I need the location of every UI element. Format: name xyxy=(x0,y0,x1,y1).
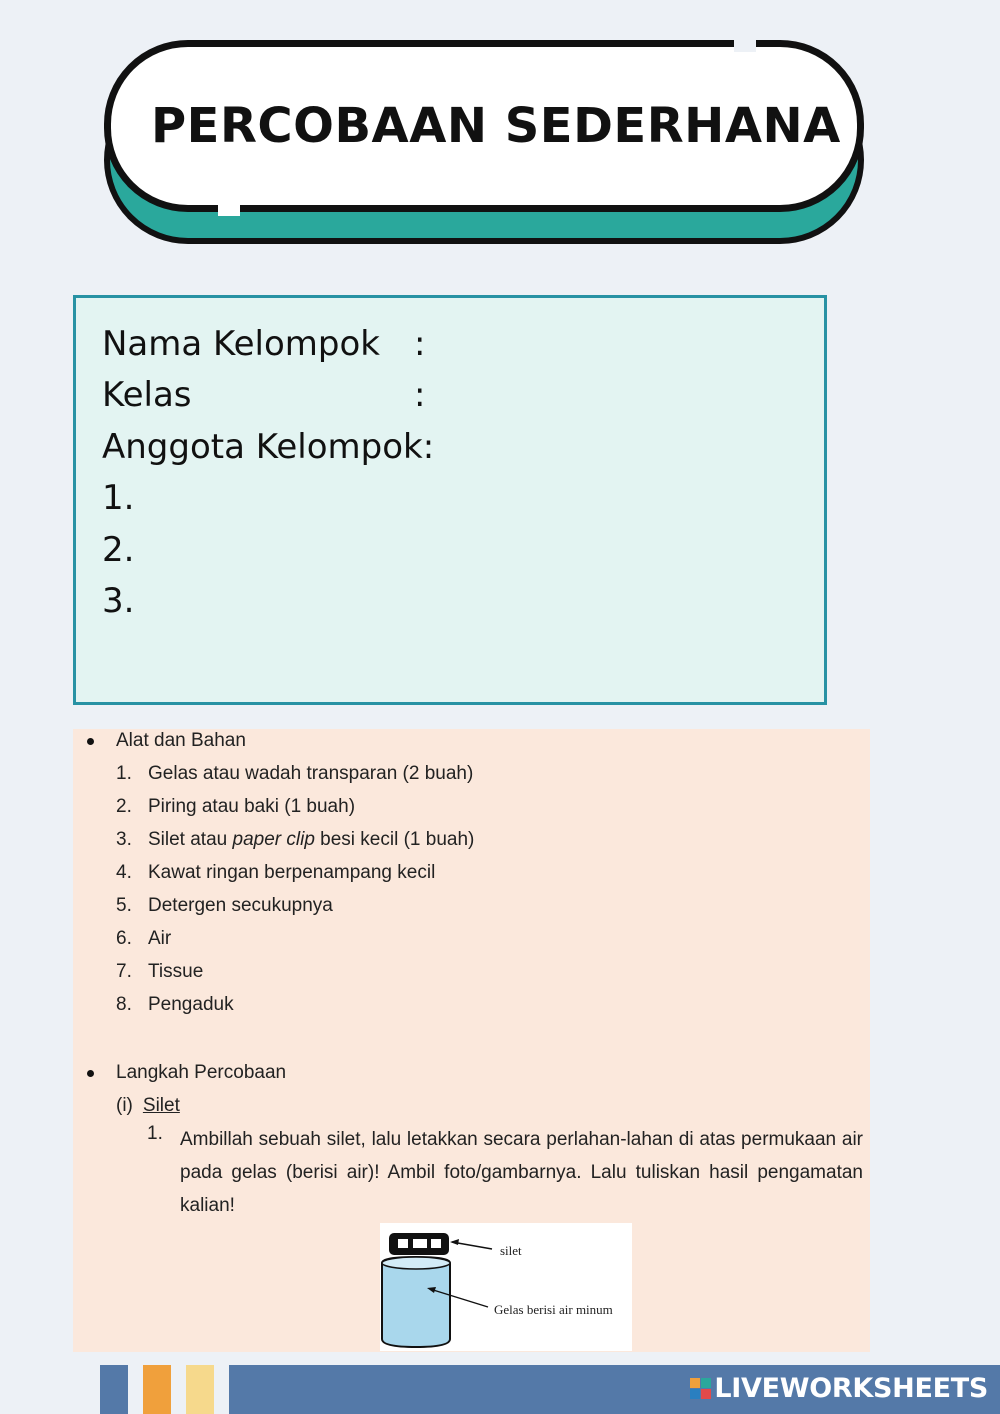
page-title: PERCOBAAN SEDERHANA xyxy=(151,98,841,154)
list-item-text: Detergen secukupnya xyxy=(148,895,333,916)
step-instruction: Ambillah sebuah silet, lalu letakkan secara perlahan-lahan di atas permukaan air pada gelas (berisi air)! Ambil foto/gambarnya. Lalu tuliskan hasil pengamatan kalian! xyxy=(180,1129,863,1216)
member-number: 2. xyxy=(102,529,135,570)
list-item xyxy=(116,858,435,888)
glass-icon xyxy=(382,1257,450,1347)
list-item xyxy=(116,957,203,987)
footer-bar xyxy=(0,1365,1000,1414)
title-outline-gap xyxy=(734,36,756,52)
bullet-icon xyxy=(87,738,94,745)
list-item-number: 6. xyxy=(116,928,132,949)
list-item xyxy=(116,891,333,921)
footer-stripe-orange xyxy=(143,1365,171,1414)
list-item-text: Tissue xyxy=(148,961,204,982)
glass-label: Gelas berisi air minum xyxy=(494,1302,613,1317)
step-subsection xyxy=(116,1091,180,1121)
member-number: 1. xyxy=(102,478,135,519)
list-item-text-part: Silet atau xyxy=(148,829,233,850)
title-badge-pill xyxy=(104,40,864,212)
list-item-text: Pengaduk xyxy=(148,994,234,1015)
experiment-figure xyxy=(380,1223,632,1351)
liveworksheets-brand[interactable] xyxy=(690,1373,988,1404)
list-item-number: 8. xyxy=(116,994,132,1015)
class-colon: : xyxy=(414,375,426,416)
class-label: Kelas xyxy=(102,375,192,416)
list-item-text xyxy=(148,829,474,851)
liveworksheets-logo-icon xyxy=(690,1378,711,1399)
members-row xyxy=(102,421,824,473)
list-item-text: Piring atau baki (1 buah) xyxy=(148,796,356,817)
list-item-text-part: besi kecil (1 buah) xyxy=(314,829,475,850)
list-item-number: 4. xyxy=(116,862,132,883)
members-label: Anggota Kelompok: xyxy=(102,426,435,467)
brand-name: LIVEWORKSHEETS xyxy=(714,1373,988,1404)
list-item-number: 7. xyxy=(116,961,132,982)
list-item xyxy=(116,825,474,855)
member-number: 3. xyxy=(102,581,135,622)
list-item-number: 3. xyxy=(116,829,132,850)
list-item xyxy=(116,792,355,822)
list-item-number: 1. xyxy=(116,763,132,784)
list-item-number: 2. xyxy=(116,796,132,817)
steps-heading: Langkah Percobaan xyxy=(116,1062,287,1083)
list-item-text: Kawat ringan berpenampang kecil xyxy=(148,862,436,883)
footer-stripe-yellow xyxy=(186,1365,214,1414)
group-name-label: Nama Kelompok xyxy=(102,323,380,364)
list-item-number: 5. xyxy=(116,895,132,916)
worksheet-content xyxy=(73,729,870,1352)
title-outline-gap xyxy=(218,200,240,216)
subsection-number: (i) xyxy=(116,1095,133,1116)
list-item-text-italic: paper clip xyxy=(232,829,315,850)
list-item-text: Air xyxy=(148,928,172,949)
step-number: 1. xyxy=(147,1123,163,1144)
class-row xyxy=(102,370,824,422)
footer-stripe-blue xyxy=(100,1365,128,1414)
list-item xyxy=(116,759,473,789)
materials-heading: Alat dan Bahan xyxy=(116,730,246,751)
list-item xyxy=(116,924,171,954)
group-identity-box xyxy=(73,295,827,705)
group-name-row xyxy=(102,318,824,370)
blade-label: silet xyxy=(500,1243,522,1258)
group-name-colon: : xyxy=(414,323,426,364)
list-item xyxy=(116,990,234,1020)
list-item-text: Gelas atau wadah transparan (2 buah) xyxy=(148,763,474,784)
bullet-icon xyxy=(87,1070,94,1077)
title-badge xyxy=(100,36,870,252)
subsection-label: Silet xyxy=(142,1095,180,1116)
